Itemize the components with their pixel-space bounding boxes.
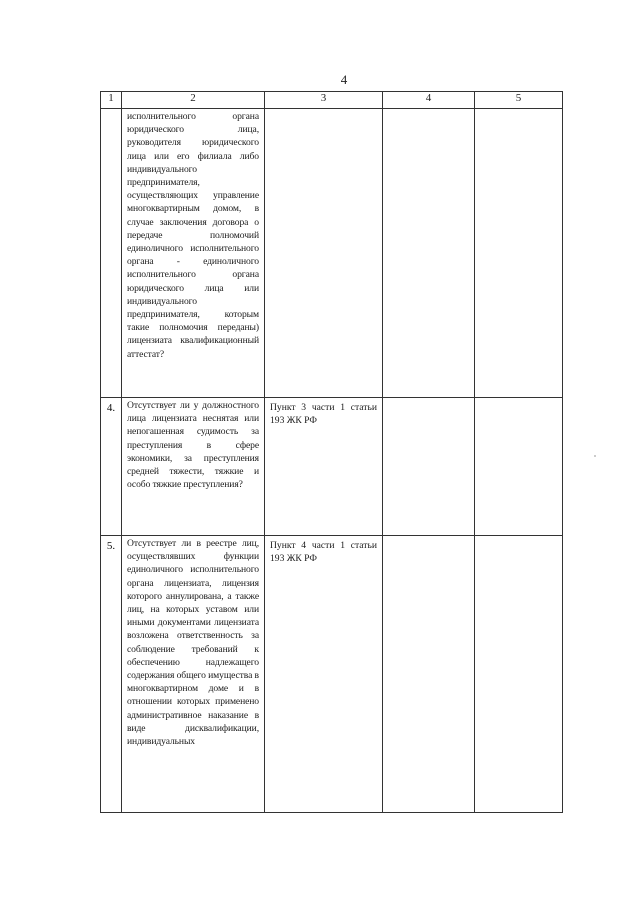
note-cell (475, 109, 563, 398)
requirement-text: Отсутствует ли у должностного лица лицензиата неснятая или непогашенная судимость за преступления в сфере экономики, за преступления средней тяжести, тяжкие и особо тяжкие преступления? (122, 398, 265, 536)
header-col-2: 2 (122, 92, 265, 109)
note-cell (475, 398, 563, 536)
header-col-5: 5 (475, 92, 563, 109)
table-row (101, 398, 563, 536)
header-col-1: 1 (101, 92, 122, 109)
table-header-row (101, 92, 563, 109)
legal-reference (265, 109, 383, 398)
requirement-text: исполнительного органа юридического лица, руководителя юридического лица или его филиала либо индивидуального предпринимателя, осуществляющих управление многоквартирным домом, в случае заключения договора о передаче полномочий единоличного исполнительного органа - единоличного исполнительного органа юридического лица или индивидуального предпринимателя, которым такие полномочия переданы) лицензиата квалификационный аттестат? (122, 109, 265, 398)
row-number (101, 109, 122, 398)
row-number: 4. (101, 398, 122, 536)
note-cell (475, 536, 563, 813)
answer-cell (383, 536, 475, 813)
page-number: 4 (340, 72, 348, 87)
answer-cell (383, 109, 475, 398)
requirements-table (100, 91, 563, 813)
legal-reference: Пункт 3 части 1 статьи 193 ЖК РФ (265, 398, 383, 536)
answer-cell (383, 398, 475, 536)
row-number: 5. (101, 536, 122, 813)
scan-speck (594, 455, 596, 457)
requirement-text: Отсутствует ли в реестре лиц, осуществлявших функции единоличного исполнительного органа лицензиата, лицензия которого аннулирована, а также лиц, на которых уставом или иными документами лицензиата возложена ответственность за соблюдение требований к обеспечению надлежащего содержания общего имущества в многоквартирном доме и в отношении которых применено административное наказание в виде дисквалификации, индивидуальных (122, 536, 265, 813)
table-row (101, 109, 563, 398)
header-col-4: 4 (383, 92, 475, 109)
legal-reference: Пункт 4 части 1 статьи 193 ЖК РФ (265, 536, 383, 813)
header-col-3: 3 (265, 92, 383, 109)
table-row (101, 536, 563, 813)
